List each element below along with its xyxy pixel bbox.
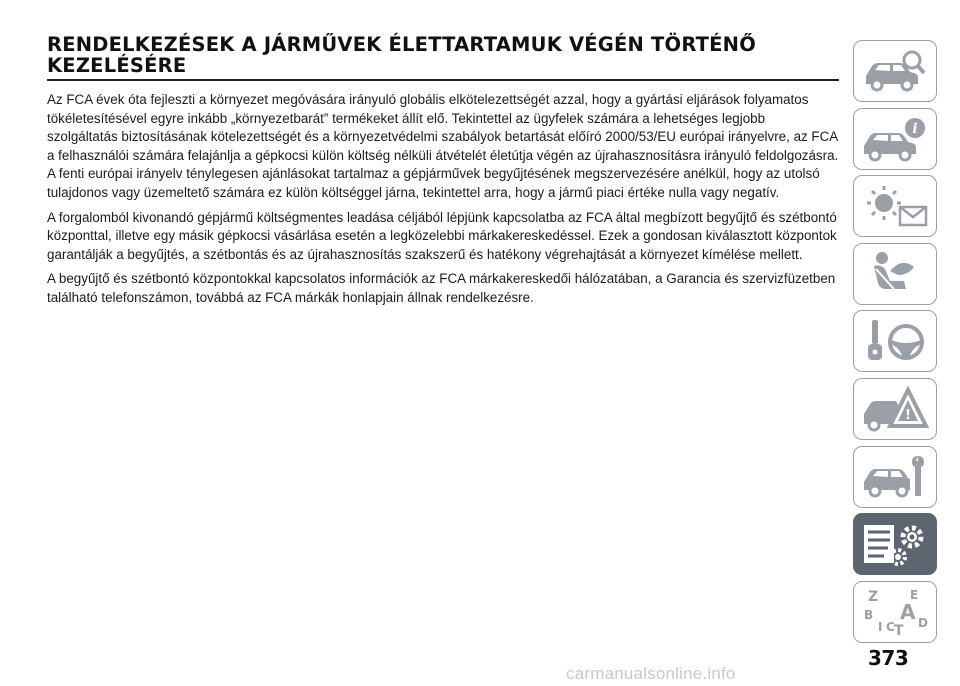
tab-getting-to-know[interactable] [853,108,937,170]
seat-airbag-icon [860,249,930,299]
car-wrench-icon [860,452,930,502]
key-steering-wheel-icon [860,316,930,366]
section-heading-line-2: KEZELÉSÉRE [47,54,187,77]
article [47,34,839,308]
tab-starting-driving[interactable] [853,310,937,372]
warning-lights-icon [860,181,930,231]
page-number: 373 [868,646,909,670]
svg-text:E: E [910,587,919,602]
car-info-icon [860,114,930,164]
paragraph-1: Az FCA évek óta fejleszti a környezet megóvására irányuló globális elkötelezettségét azzal, hogy a gyártási eljárások folyamatos tökéletesítésével egyre inkább „környezetbarát” termékeket állít elő. Tekintettel az ügyfelek számára a lehetséges legjobb szolgáltatás biztosításának kötelezettségét és a környezetvédelmi szabályok betartását előíró 2000/53/EU európai irányelvre, az FCA a felhasználói számára felajánlja a gépkocsi külön költség nélküli átvételét életútja végén az újrahasznosításra irányuló feldolgozásra. A fenti európai irányelv ténylegesen ajánlásokat tartalmaz a gépjárművek begyűjtésének megszervezésére anélkül, hogy az utolsó tulajdonos vagy üzemeltető számára ez külön költséggel járna, tekintettel arra, hogy a jármű piaci értéke nulla vagy negatív. [47,92,839,200]
tab-car-overview[interactable] [853,40,937,102]
chapter-tabs [853,40,939,648]
tab-specifications[interactable] [853,513,937,575]
tab-servicing[interactable] [853,446,937,508]
specifications-gears-icon [860,519,930,569]
tab-emergency[interactable] [853,378,937,440]
svg-text:B: B [864,607,874,622]
car-magnifier-icon [860,46,930,96]
svg-text:I: I [878,619,883,634]
section-heading-line-1: RENDELKEZÉSEK A JÁRMŰVEK ÉLETTARTAMUK VÉGÉN TÖRTÉNŐ [47,33,756,56]
paragraph-2: A forgalomból kivonandó gépjármű költségmentes leadása céljából lépjünk kapcsolatba az FCA által megbízott begyűjtő és szétbontó központtal, illetve egy másik gépkocsi vásárlása esetén a legközelebbi márkakereskedéssel. Ezek a gondosan kiválasztott központok garantálják a begyűjtés, a szétbontás és az újrahasznosítás szakszerű és hatékony végrehajtását a környezet kímélése mellett. [47,209,837,262]
tab-warning-lights[interactable] [853,175,937,237]
section-heading [47,34,839,81]
alphabetical-index-icon [860,587,930,637]
svg-text:D: D [918,615,928,630]
svg-text:Z: Z [868,588,879,605]
svg-text:i: i [912,120,918,137]
svg-text:A: A [900,599,916,624]
watermark: carmanualsonline.info [566,664,736,683]
svg-text:!: ! [905,407,911,423]
tab-index[interactable] [853,581,937,643]
svg-text:C: C [886,619,895,634]
paragraph-3: A begyűjtő és szétbontó központokkal kapcsolatos információk az FCA márkakereskedői hálózatában, a Garancia és szervizfüzetben található telefonszámon, továbbá az FCA márkák honlapjain állnak rendelkezésre. [47,271,836,305]
emergency-triangle-icon [860,384,930,434]
svg-text:T: T [894,622,904,637]
tab-safety[interactable] [853,243,937,305]
